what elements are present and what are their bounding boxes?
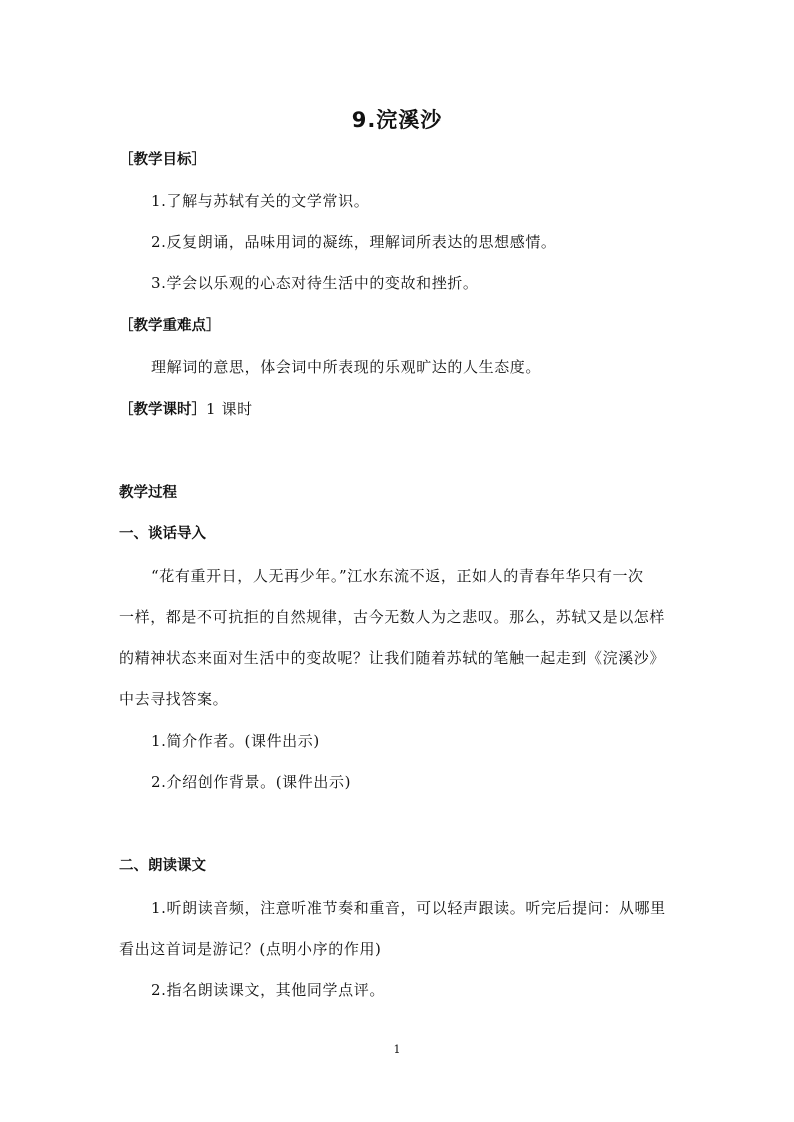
section2-heading: 二、朗读课文 [119,858,206,874]
page-number: 1 [393,1043,401,1056]
key-points-heading: ［教学重难点］ [119,318,221,334]
objective-item-2: 2.反复朗诵，品味用词的凝练，理解词所表达的思想感情。 [151,233,557,251]
section2-item-2: 2.指名朗读课文，其他同学点评。 [151,981,385,999]
key-points-text: 理解词的意思，体会词中所表现的乐观旷达的人生态度。 [151,358,542,376]
section1-item-2: 2.介绍创作背景。(课件出示) [151,773,352,791]
objective-item-1: 1.了解与苏轼有关的文学常识。 [151,192,370,210]
page-title: 9.浣溪沙 [351,108,443,132]
section1-paragraph-line-3: 的精神状态来面对生活中的变故呢？让我们随着苏轼的笔触一起走到《浣溪沙》 [119,649,666,667]
process-heading: 教学过程 [119,485,177,501]
section1-paragraph-line-4: 中去寻找答案。 [119,690,229,708]
section1-paragraph-line-2: 一样，都是不可抗拒的自然规律，古今无数人为之悲叹。那么，苏轼又是以怎样 [119,608,666,626]
section2-item-1-line-2: 看出这首词是游记？(点明小序的作用) [119,940,382,958]
objectives-heading: ［教学目标］ [119,152,206,168]
section1-heading: 一、谈话导入 [119,526,206,542]
class-hours-line [119,399,253,420]
class-hours-heading: ［教学课时］ [119,402,206,418]
objective-item-3: 3.学会以乐观的心态对待生活中的变故和挫折。 [151,274,479,292]
section1-item-1: 1.简介作者。(课件出示) [151,732,320,750]
section1-paragraph-line-1: “花有重开日，人无再少年。”江水东流不返，正如人的青春年华只有一次 [151,567,644,585]
section2-item-1-line-1: 1.听朗读音频，注意听准节奏和重音，可以轻声跟读。听完后提问：从哪里 [151,899,666,917]
class-hours-value: 1 课时 [206,400,253,418]
